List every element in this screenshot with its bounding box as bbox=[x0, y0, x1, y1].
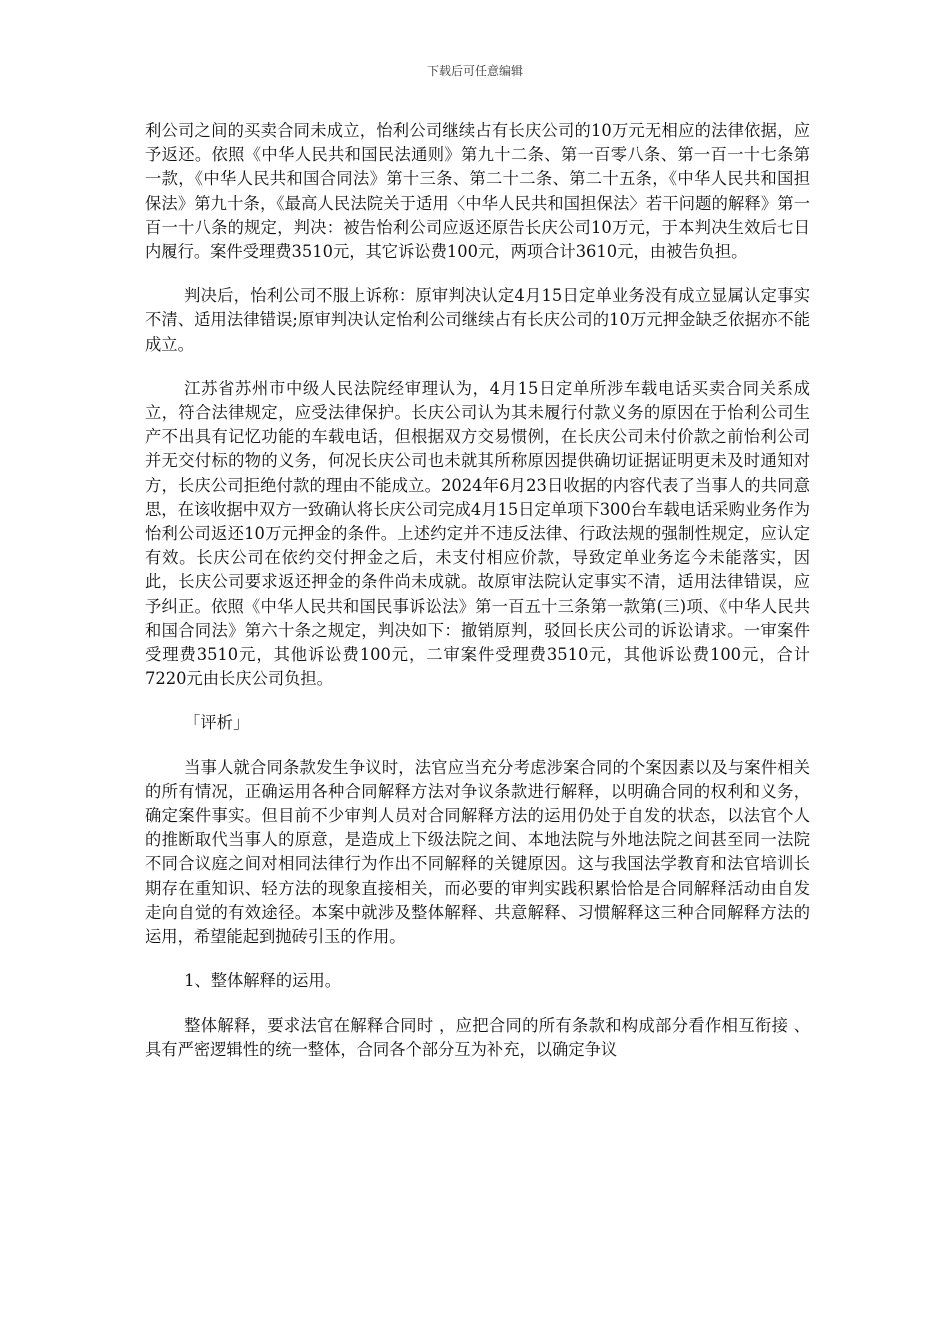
paragraph-holistic-interpretation: 整体解释，要求法官在解释合同时 ，应把合同的所有条款和构成部分看作相互衔接 、具有严密逻辑性的统一整体，合同各个部分互为补充，以确定争议 bbox=[145, 1015, 810, 1059]
paragraph-judgment-continued: 利公司之间的买卖合同未成立，怡利公司继续占有长庆公司的10万元无相应的法律依据，应予返还。依照《中华人民共和国民法通则》第九十二条、第一百零八条、第一百一十七条第一款，《中华人民共和国合同法》第十三条、第二十二条、第二十五条，《中华人民共和国担保法》第九十条，《最高人民法院关于适用〈中华人民共和国担保法〉若干问题的解释》第一百一十八条的规定，判决：被告怡利公司应返还原告长庆公司10万元，于本判决生效后七日内履行。案件受理费3510元，其它诉讼费100元，两项合计3610元，由被告负担。 bbox=[145, 121, 810, 262]
section-heading-analysis: 「评析」 bbox=[184, 713, 250, 733]
paragraph-analysis-intro: 当事人就合同条款发生争议时，法官应当充分考虑涉案合同的个案因素以及与案件相关的所有情况，正确运用各种合同解释方法对争议条款进行解释，以明确合同的权利和义务，确定案件事实。但目前不少审判人员对合同解释方法的运用仍处于自发的状态，以法官个人的推断取代当事人的原意，是造成上下级法院之间、本地法院与外地法院之间甚至同一法院不同合议庭之间对相同法律行为作出不同解释的关键原因。这与我国法学教育和法官培训长期存在重知识、轻方法的现象直接相关，而必要的审判实践积累恰恰是合同解释活动由自发走向自觉的有效途径。本案中就涉及整体解释、共意解释、习惯解释这三种合同解释方法的运用，希望能起到抛砖引玉的作用。 bbox=[145, 757, 810, 947]
document-body bbox=[145, 119, 810, 1082]
page-header: 下载后可任意编辑 bbox=[426, 64, 523, 78]
subheading-holistic-interpretation: 1、整体解释的运用。 bbox=[184, 971, 342, 991]
paragraph-second-instance: 江苏省苏州市中级人民法院经审理认为，4月15日定单所涉车载电话买卖合同关系成立，符合法律规定，应受法律保护。长庆公司认为其未履行付款义务的原因在于怡利公司生产不出具有记忆功能的车载电话，但根据双方交易惯例，在长庆公司未付价款之前怡利公司并无交付标的物的义务，何况长庆公司也未就其所称原因提供确切证据证明更未及时通知对方，长庆公司拒绝付款的理由不能成立。2024年6月23日收据的内容代表了当事人的共同意思，在该收据中双方一致确认将长庆公司完成4月15日定单项下300台车载电话采购业务作为怡利公司返还10万元押金的条件。上述约定并不违反法律、行政法规的强制性规定，应认定有效。长庆公司在依约交付押金之后，未支付相应价款，导致定单业务迄今未能落实，因此，长庆公司要求返还押金的条件尚未成就。故原审法院认定事实不清，适用法律错误，应予纠正。依照《中华人民共和国民事诉讼法》第一百五十三条第一款第(三)项、《中华人民共和国合同法》第六十条之规定，判决如下：撤销原判，驳回长庆公司的诉讼请求。一审案件受理费3510元，其他诉讼费100元，二审案件受理费3510元，其他诉讼费100元，合计7220元由长庆公司负担。 bbox=[145, 378, 810, 689]
paragraph-appeal: 判决后，怡利公司不服上诉称：原审判决认定4月15日定单业务没有成立显属认定事实不清、适用法律错误;原审判决认定怡利公司继续占有长庆公司的10万元押金缺乏依据亦不能成立。 bbox=[145, 286, 810, 354]
